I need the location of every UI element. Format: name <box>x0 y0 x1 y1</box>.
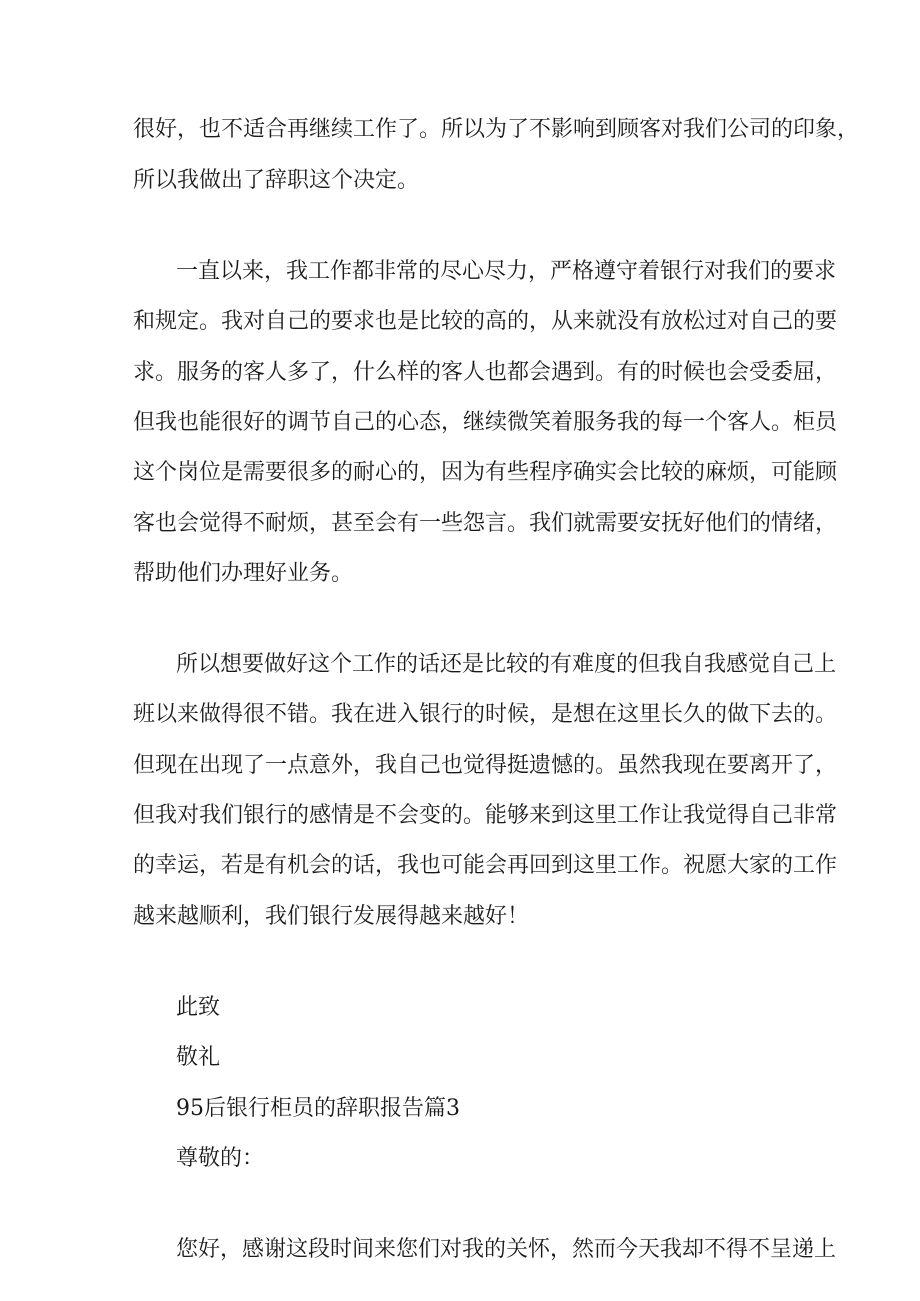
paragraph-2-line-7: 帮助他们办理好业务。 <box>133 561 354 586</box>
paragraph-3-line-6: 越来越顺利，我们银行发展得越来越好！ <box>133 904 530 929</box>
paragraph-3-line-3: 但现在出现了一点意外，我自己也觉得挺遗憾的。虽然我现在要离开了， <box>133 753 838 778</box>
closing-jingli: 敬礼 <box>176 1045 221 1070</box>
paragraph-3-line-2: 班以来做得很不错。我在进入银行的时候，是想在这里长久的做下去的。 <box>133 702 838 727</box>
paragraph-2-line-5: 这个岗位是需要很多的耐心的，因为有些程序确实会比较的麻烦，可能顾 <box>133 460 838 485</box>
paragraph-1-line-2: 所以我做出了辞职这个决定。 <box>133 168 420 193</box>
paragraph-3-line-5: 的幸运，若是有机会的话，我也可能会再回到这里工作。祝愿大家的工作 <box>133 853 838 878</box>
closing-cizhi: 此致 <box>176 995 221 1020</box>
paragraph-3-line-1: 所以想要做好这个工作的话还是比较的有难度的但我自我感觉自己上 <box>176 652 837 677</box>
salutation: 尊敬的： <box>176 1146 265 1171</box>
paragraph-2-line-3: 求。服务的客人多了，什么样的客人也都会遇到。有的时候也会受委屈， <box>133 360 838 385</box>
section-heading: 95后银行柜员的辞职报告篇3 <box>176 1096 460 1121</box>
paragraph-1-line-1: 很好，也不适合再继续工作了。所以为了不影响到顾客对我们公司的印象， <box>133 117 860 142</box>
paragraph-2-line-1: 一直以来，我工作都非常的尽心尽力，严格遵守着银行对我们的要求 <box>176 259 837 284</box>
paragraph-2-line-4: 但我也能很好的调节自己的心态，继续微笑着服务我的每一个客人。柜员 <box>133 410 838 435</box>
paragraph-2-line-2: 和规定。我对自己的要求也是比较的高的，从来就没有放松过对自己的要 <box>133 309 838 334</box>
paragraph-2-line-6: 客也会觉得不耐烦，甚至会有一些怨言。我们就需要安抚好他们的情绪， <box>133 511 838 536</box>
paragraph-4-line-1: 您好，感谢这段时间来您们对我的关怀，然而今天我却不得不呈递上 <box>176 1237 837 1262</box>
paragraph-3-line-4: 但我对我们银行的感情是不会变的。能够来到这里工作让我觉得自己非常 <box>133 803 838 828</box>
